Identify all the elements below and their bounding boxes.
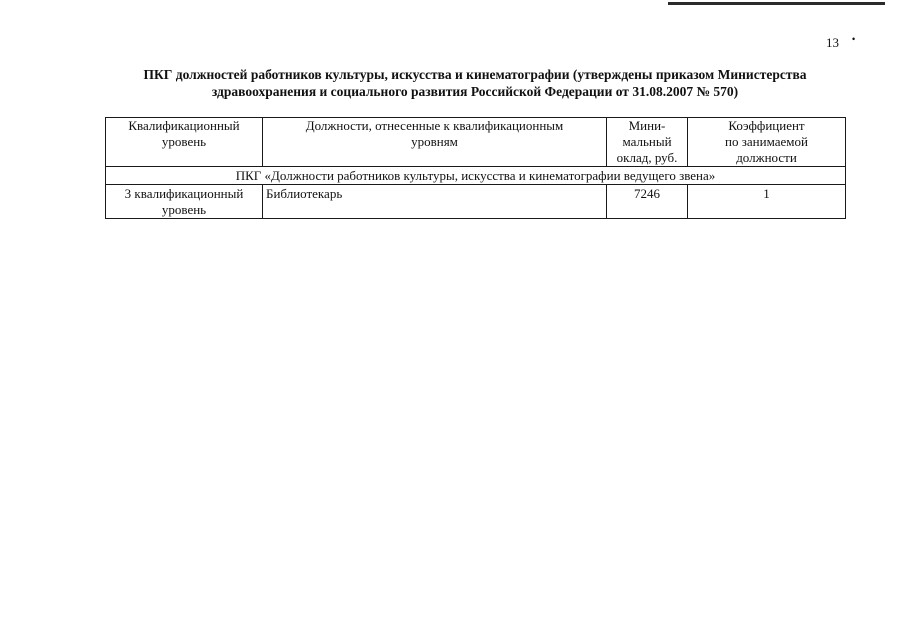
header-min-salary: Мини- мальный оклад, руб. xyxy=(607,118,688,167)
table-row xyxy=(106,185,846,219)
table-group-row xyxy=(106,167,846,185)
cell-min-salary: 7246 xyxy=(607,185,688,219)
header-qualification-level: Квалификационный уровень xyxy=(106,118,263,167)
salary-table xyxy=(105,117,846,219)
table-header-row xyxy=(106,118,846,167)
cell-position: Библиотекарь xyxy=(263,185,607,219)
group-title: ПКГ «Должности работников культуры, искусства и кинематографии ведущего звена» xyxy=(106,167,846,185)
document-title xyxy=(95,66,855,100)
document-title-line-1: ПКГ должностей работников культуры, искусства и кинематографии (утверждены приказом Министерства xyxy=(143,67,807,82)
header-coefficient: Коэффициент по занимаемой должности xyxy=(688,118,846,167)
document-title-line-2: здравоохранения и социального развития Российской Федерации от 31.08.2007 № 570) xyxy=(211,84,739,99)
top-rule xyxy=(668,2,885,5)
page-mark: • xyxy=(852,34,856,44)
header-positions: Должности, отнесенные к квалификационным уровням xyxy=(263,118,607,167)
cell-coefficient: 1 xyxy=(688,185,846,219)
cell-qualification-level: 3 квалификационный уровень xyxy=(106,185,263,219)
page-number: 13 xyxy=(826,35,839,50)
